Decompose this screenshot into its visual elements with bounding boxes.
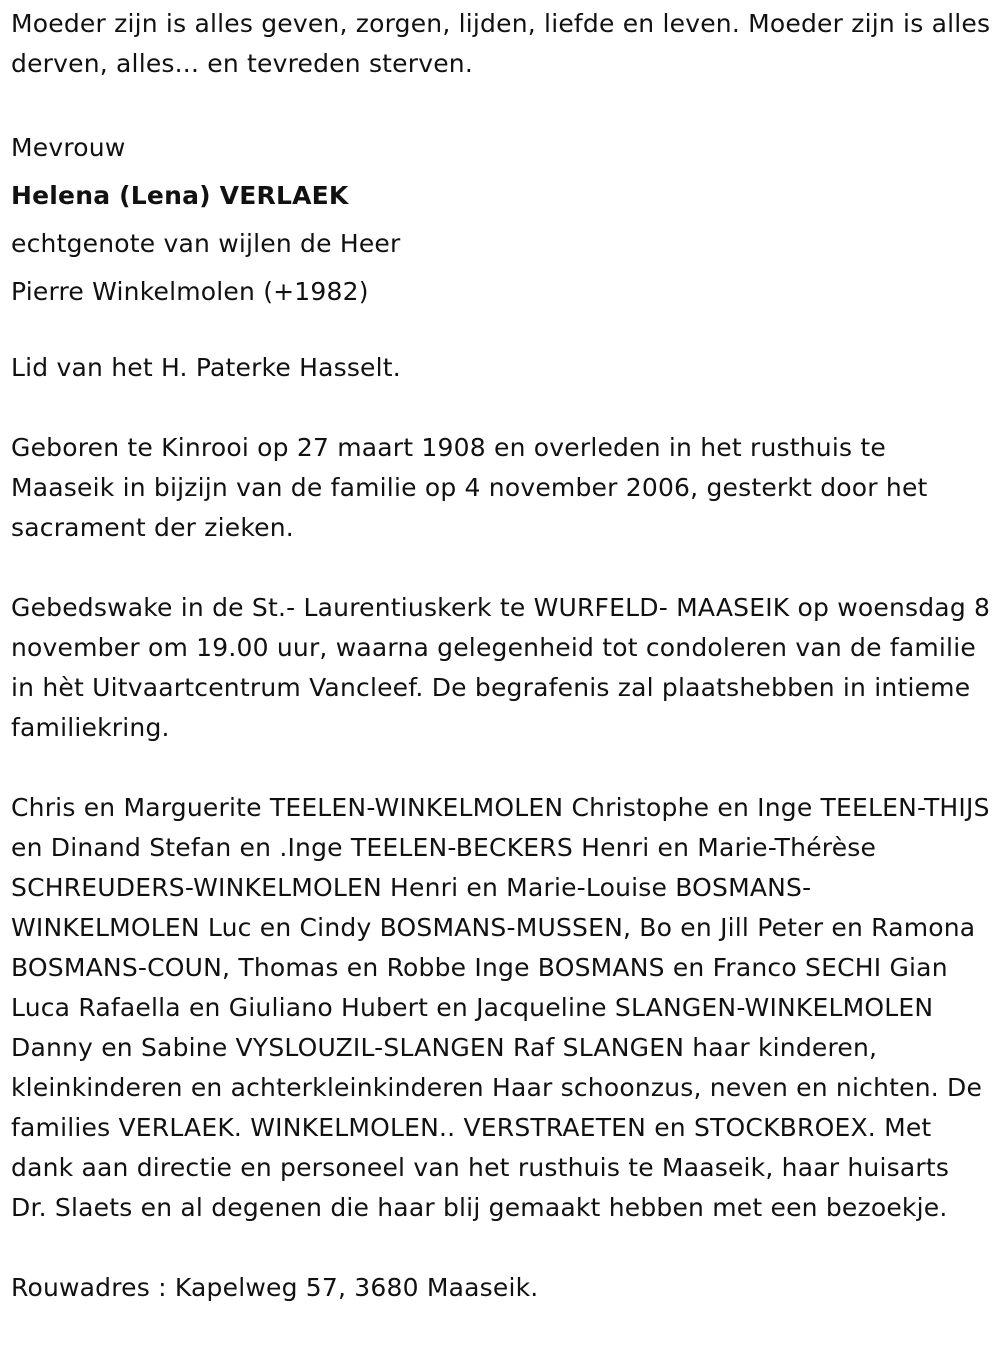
spacer bbox=[11, 388, 991, 428]
spouse-line-2: Pierre Winkelmolen (+1982) bbox=[11, 277, 369, 306]
spacer bbox=[11, 316, 991, 348]
birth-death-text: Geboren te Kinrooi op 27 maart 1908 en overleden in het rusthuis te Maaseik in bijzijn van de familie op 4 november 2006, gesterkt door het sacrament der zieken. bbox=[11, 433, 928, 542]
spacer bbox=[11, 1228, 991, 1268]
funeral-address: Rouwadres : Kapelweg 57, 3680 Maaseik. bbox=[11, 1273, 539, 1302]
honorific: Mevrouw bbox=[11, 133, 126, 162]
spouse-line-1: echtgenote van wijlen de Heer bbox=[11, 229, 401, 258]
deceased-header bbox=[11, 124, 991, 316]
obituary-document bbox=[11, 4, 991, 1308]
membership-text: Lid van het H. Paterke Hasselt. bbox=[11, 353, 401, 382]
spacer bbox=[11, 548, 991, 588]
spacer bbox=[11, 84, 991, 124]
family-text: Chris en Marguerite TEELEN-WINKELMOLEN Christophe en Inge TEELEN-THIJS en Dinand Stefan en .Inge TEELEN-BECKERS Henri en Marie-Thérèse SCHREUDERS-WINKELMOLEN Henri en Marie-Louise BOSMANS-WINKELMOLEN Luc en Cindy BOSMANS-MUSSEN, Bo en Jill Peter en Ramona BOSMANS-COUN, Thomas en Robbe Inge BOSMANS en Franco SECHI Gian Luca Rafaella en Giuliano Hubert en Jacqueline SLANGEN-WINKELMOLEN Danny en Sabine VYSLOUZIL-SLANGEN Raf SLANGEN haar kinderen, kleinkinderen en achterkleinkinderen Haar schoonzus, neven en nichten. De families VERLAEK. WINKELMOLEN.. VERSTRAETEN en STOCKBROEX. Met dank aan directie en personeel van het rusthuis te Maaseik, haar huisarts Dr. Slaets en al degenen die haar blij gemaakt hebben met een bezoekje. bbox=[11, 793, 990, 1222]
deceased-name: Helena (Lena) VERLAEK bbox=[11, 181, 349, 210]
spacer bbox=[11, 748, 991, 788]
ceremony-text: Gebedswake in de St.- Laurentiuskerk te WURFELD- MAASEIK op woensdag 8 november om 19.00 uur, waarna gelegenheid tot condoleren van de familie in hèt Uitvaartcentrum Vancleef. De begrafenis zal plaatshebben in intieme familiekring. bbox=[11, 593, 991, 742]
memorial-quote: Moeder zijn is alles geven, zorgen, lijden, liefde en leven. Moeder zijn is alles derven, alles... en tevreden sterven. bbox=[11, 9, 991, 78]
